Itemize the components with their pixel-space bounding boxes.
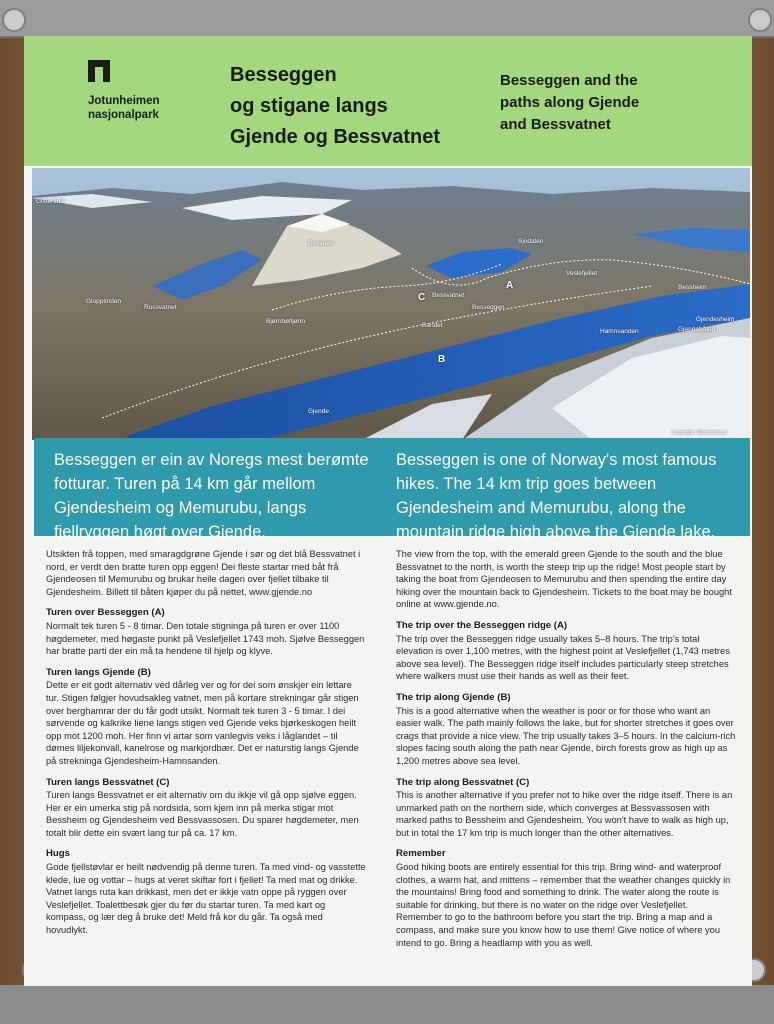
metal-frame-bottom: [0, 985, 774, 1024]
section-heading: Remember: [396, 848, 446, 860]
map-label: Besshøe: [308, 240, 334, 247]
section-heading: Hugs: [46, 848, 70, 860]
english-column: [396, 548, 736, 958]
map-label: Glopptinden: [86, 298, 122, 305]
map-label: Russvatnet: [144, 304, 177, 311]
map-label: Bessvatnet: [432, 292, 465, 299]
section-text: This is a good alternative when the weather is poor or for those who want an easier walk. The path mainly follows the lake, but for shorter stretches it goes over crags that provide a nice view. The trip usually takes 3–5 hours. In the calcium-rich slopes facing south along the path near Gjende, birch forests grow as high up as 1,200 metres above sea level.: [396, 705, 736, 766]
title-no-line3: Gjende og Bessvatnet: [230, 126, 441, 148]
map-label: Sjodalen: [518, 238, 544, 245]
lead-paragraph: Utsikten frå toppen, med smaragdgrøne Gjende i sør og det blå Bessvatnet i nord, er verdt den bratte turen opp eggen! Dei fleste startar med båt frå Gjendeosen til Memurubu og brukar heile dagen over fjellet tilbake til Gjendesheim. Billett til båten kjøper du på nettet, www.gjende.no: [46, 549, 361, 597]
section-heading: Turen langs Bessvatnet (C): [46, 776, 170, 788]
section-heading: Turen langs Gjende (B): [46, 666, 151, 678]
section-text: Good hiking boots are entirely essential for this trip. Bring wind- and waterproof clothes, a warm hat, and mittens – remember that the weather changes quickly in the mountains! Bring food and something to drink. The water along the route is suitable for drinking, but there is no water on the ridge over Veslefjellet. Remember to go to the bathroom before you start the trip. Bring a map and a compass, and make sure you know how to use them! Give notice of where you intend to go. Bring a headlamp with you as well.: [396, 862, 731, 948]
section-text: Gode fjellstøvlar er heilt nødvendig på denne turen. Ta med vind- og vasstette klede, lue og vottar – hugs at veret skiftar fort i fjellet! Ta med mat og drikke. Vatnet langs ruta kan drikkast, men det er ikkje vatn oppe på ryggen over Veslefjellet. Toalettbesøk gjer du før du startar turen. Ta med kart og kompass, og lær deg å bruke det! Meld frå kor du går. Ta også med hovudlykt.: [46, 862, 366, 936]
title-en-line1: Besseggen and the: [500, 72, 638, 89]
park-name-line2: nasjonalpark: [88, 109, 159, 121]
title-no-line1: Besseggen: [230, 64, 337, 86]
intro-english: Besseggen is one of Norway's most famous hikes. The 14 km trip goes between Gjendesheim and Memurubu, along the mountain ridge high above the Gjende lake.: [396, 451, 717, 541]
title-en-line3: and Bessvatnet: [500, 116, 611, 133]
map-label: Bjørnbøltjønn: [266, 318, 306, 325]
map-label: Gjendebåten: [678, 326, 716, 333]
map-label: Veslefjellet: [566, 270, 598, 277]
map-label: Bessheim: [678, 284, 707, 291]
park-name-line1: Jotunheimen: [88, 95, 160, 107]
metal-frame-top: [0, 0, 774, 38]
section-text: This is another alternative if you prefer not to hike over the ridge itself. There is an unmarked path on the northern side, which converges at Bessvassosen with marked paths to Bessheim and Gjendesheim. You won't have to walk as high up, but in total the 17 km trip is much longer than the other alternatives.: [396, 790, 733, 838]
norwegian-column: [46, 548, 366, 946]
section-heading: The trip along Gjende (B): [396, 691, 511, 703]
section-heading: Turen over Besseggen (A): [46, 607, 165, 619]
lead-paragraph: The view from the top, with the emerald green Gjende to the south and the blue Bessvatnet to the north, is worth the steep trip up the ridge! Most people start by taking the boat from Gjendeosen to Memurubu and then spending the entire day hiking over the mountain back to Gjendesheim. Tickets to the boat may be bought online at www.gjende.no.: [396, 549, 732, 610]
map-label: Gjende: [308, 408, 329, 415]
route-marker-c: C: [418, 292, 426, 303]
title-no-line2: og stigane langs: [230, 95, 388, 117]
title-english: [500, 70, 740, 136]
route-marker-b: B: [438, 354, 446, 365]
sign-header: [24, 36, 752, 166]
section-text: The trip over the Besseggen ridge usually takes 5–8 hours. The trip's total elevation is over 1,100 metres, with the highest point at Veslefjellet (1,743 metres above sea level). The Besseggen ridge itself includes particularly steep stretches where walkers must use their hands as well as their feet.: [396, 633, 730, 682]
map-label: Bandet: [422, 322, 443, 329]
aerial-map-photo: [32, 168, 750, 440]
aerial-landscape-illustration: [32, 168, 750, 440]
map-label: Hamnsanden: [600, 328, 639, 335]
bolt-icon: [748, 8, 772, 32]
section-heading: The trip over the Besseggen ridge (A): [396, 619, 568, 631]
section-text: Normalt tek turen 5 - 8 timar. Den totale stigninga på turen er over 1100 høgdemeter, med høgaste punkt på Veslefjellet 1743 moh. Sjølve Besseggen har bratte parti der ein må ta hendene til hjelp og klyve.: [46, 620, 365, 657]
title-norwegian: [230, 60, 490, 153]
bolt-icon: [2, 8, 26, 32]
route-marker-a: A: [506, 280, 514, 291]
map-label: Gjendesheim: [696, 316, 735, 323]
map-label: Glittertind: [36, 198, 64, 205]
section-text: Dette er eit godt alternativ ved dårleg ver og for dei som ønskjer ein lettare tur. Stigen følgjer hovudsakleg vatnet, men på kortare strekningar går stigen over berghamrar der du får godt utsikt. Normalt tek turen 3 - 5 timar. I dei sørvende og kalkrike liene langs stigen ved Gjende veks bjørkeskogen heilt opp mot 1200 moh. Her finn vi artar som vanlegvis veks i låglandet – til dømes liljekonvall, kanelrose og markjordbær. Det er naturstig langs Gjende på strekninga Gjendesheim-Hamnsanden.: [46, 680, 359, 766]
title-en-line2: paths along Gjende: [500, 94, 640, 111]
intro-norwegian: Besseggen er ein av Noregs mest berømte fotturar. Turen på 14 km går mellom Gjendesheim og Memurubu, langs fjellryggen høgt over Gjende.: [54, 451, 369, 541]
photo-copyright: Copyright: Gjendesein.ar: [672, 430, 728, 436]
intro-band: [34, 438, 750, 541]
map-label: Besseggen: [472, 304, 505, 311]
section-text: Turen langs Bessvatnet er eit alternativ om du ikkje vil gå opp sjølve eggen. Her er ein umerka stig på nordsida, som kjem inn på merka stigar mot Bessheim og Gjendesheim ved Bessvassosen. Du sparer høgdemeter, men totalt blir dette ein svært lang tur på ca. 17 km.: [46, 790, 359, 838]
info-sign: [24, 36, 752, 986]
section-heading: The trip along Bessvatnet (C): [396, 776, 530, 788]
park-logo-icon: [88, 60, 110, 82]
park-name: [88, 94, 208, 122]
